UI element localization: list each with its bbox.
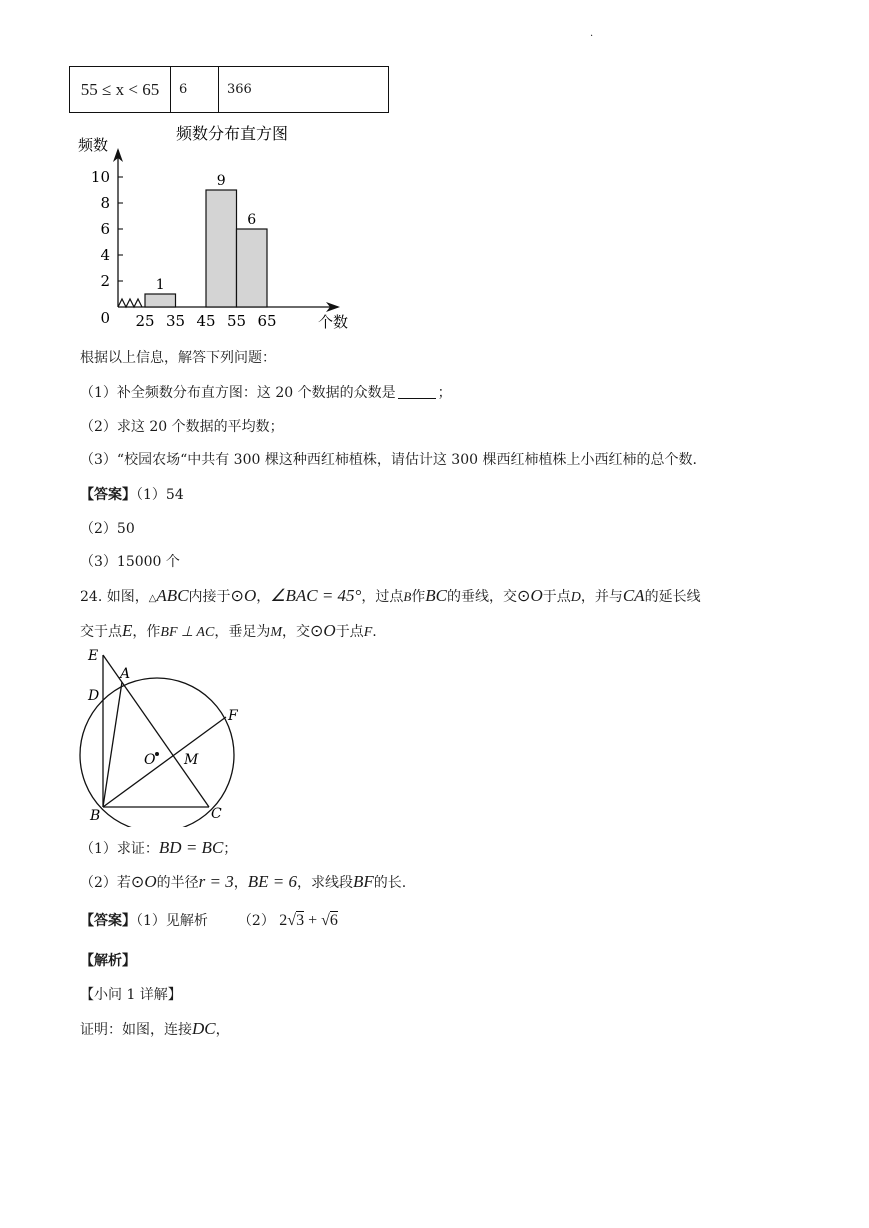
q24-answer1: （1）见解析	[136, 913, 208, 929]
q24-l2-t4: ，交	[282, 624, 310, 640]
bd-equals-bc: BD = BC	[158, 838, 224, 857]
segment-dc: DC	[192, 1019, 216, 1038]
q24-t1: 如图，	[106, 589, 149, 605]
y-tick-label: 10	[90, 168, 110, 186]
q24-sub2	[80, 873, 406, 892]
bar-value-label: 6	[247, 212, 257, 228]
frequency-histogram	[60, 118, 370, 338]
axis-break	[118, 299, 142, 307]
segment-bf: BF	[352, 872, 374, 891]
x-axis-label: 个数	[318, 313, 349, 331]
y-axis-label: 频数	[78, 136, 109, 154]
circle-geometry-figure	[76, 642, 256, 827]
q24-t9: 的延长线	[644, 589, 701, 605]
circle-symbol-4: ⊙	[130, 874, 145, 891]
answer2-expression	[279, 911, 338, 929]
x-tick-label: 25	[135, 312, 155, 330]
q24-t5: 作	[411, 589, 426, 605]
label-m: M	[184, 752, 199, 768]
bar-value-label: 1	[155, 277, 165, 293]
q24-sub2-mid1: 的半径	[156, 875, 199, 891]
perpendicular-expression: BF ⊥ AC	[160, 625, 215, 640]
q24-t6: 的垂线，交	[447, 589, 518, 605]
triangle-symbol: △	[148, 593, 157, 604]
segment-b-f	[103, 717, 226, 807]
circle-symbol-2: ⊙	[517, 588, 531, 605]
q23-intro: 根据以上信息，解答下列问题：	[80, 350, 276, 366]
range-cell: 55 ≤ x < 65	[70, 67, 171, 112]
histogram-bar	[237, 229, 268, 307]
y-tick-label: 2	[100, 272, 110, 290]
q24-t4: ，过点	[361, 589, 404, 605]
q23-answer-3: （3）15000 个	[80, 554, 180, 570]
label-f: F	[228, 708, 238, 724]
q23-part2: （2）求这 20 个数据的平均数；	[80, 419, 284, 435]
sqrt-sign-1: √	[287, 912, 297, 929]
q23-part1-end: ；	[437, 385, 452, 401]
sqrt-sign-2: √	[321, 912, 330, 929]
q24-sub2-pre: （2）若	[80, 875, 131, 891]
center-dot	[155, 752, 159, 756]
q24-line2	[80, 622, 377, 642]
q24-sub1	[80, 839, 237, 858]
y-tick-label: 4	[100, 246, 110, 264]
x-tick-label: 45	[196, 312, 216, 330]
segment-bc: BC	[425, 586, 448, 605]
q24-l2-t6: .	[372, 624, 377, 640]
q24-sub1-pre: （1）求证：	[80, 841, 159, 857]
analysis-tag-text: 【解析】	[80, 953, 136, 969]
q24-l2-t1: 交于点	[80, 624, 122, 640]
point-f: F	[363, 625, 373, 640]
radicand-6: 6	[329, 912, 338, 929]
chart-title: 频数分布直方图	[175, 124, 289, 143]
answer-tag: 【答案】	[80, 487, 136, 503]
answer-blank	[398, 384, 436, 399]
count-cell: 6	[171, 67, 219, 112]
circle-o-2: O	[530, 586, 543, 605]
histogram-bar	[145, 294, 176, 307]
q24-answer	[80, 912, 338, 930]
bar-value-label: 9	[216, 173, 226, 189]
radius-expr: r = 3	[198, 872, 234, 891]
coef-2: 2	[279, 912, 288, 929]
q24-sub2-mid2: ，求线段	[296, 875, 353, 891]
q23-part1	[80, 384, 452, 402]
y-tick-label: 8	[100, 194, 110, 212]
q24-line1	[80, 587, 701, 608]
q23-part3: （3）“校园农场“中共有 300 棵这种西红柿植株，请估计这 300 棵西红柿植株上小西红柿的总个数.	[80, 452, 697, 468]
point-b: B	[403, 589, 412, 604]
point-m: M	[270, 625, 282, 640]
plus-sign: +	[308, 912, 318, 929]
x-tick-label: 65	[257, 312, 277, 330]
header-dot: .	[590, 28, 594, 39]
q23-answer-1	[80, 486, 184, 504]
label-c: C	[211, 806, 222, 822]
value-cell: 366	[227, 82, 252, 97]
q24-t3: ，	[256, 589, 271, 605]
x-tick-label: 35	[165, 312, 186, 330]
angle-expression: ∠BAC = 45°	[270, 586, 362, 605]
q24-t2: 内接于	[188, 589, 231, 605]
q24-sub1-post: ；	[223, 841, 238, 857]
y-tick-label: 6	[100, 220, 110, 238]
be-expr: BE = 6	[247, 872, 297, 891]
q24-answer2-pre: （2）	[237, 913, 275, 929]
segment-ca: CA	[622, 586, 645, 605]
proof-line	[80, 1020, 230, 1039]
label-o: O	[144, 752, 156, 768]
label-a: A	[120, 666, 131, 682]
q23-answer-2: （2）50	[80, 521, 135, 537]
q24-l2-t2: ，作	[132, 624, 161, 640]
radicand-3: 3	[296, 912, 305, 929]
answer-1-text: （1）54	[136, 487, 184, 503]
histogram-bar	[206, 190, 237, 307]
point-d: D	[570, 590, 581, 605]
y-tick-label: 0	[100, 309, 110, 327]
point-e: E	[122, 621, 133, 640]
proof-post: ，	[215, 1022, 230, 1038]
q24-number: 24.	[80, 589, 103, 605]
answer-tag-2: 【答案】	[80, 913, 136, 929]
q24-sub2-sep: ，	[233, 875, 248, 891]
label-e: E	[88, 648, 99, 664]
circle-symbol: ⊙	[230, 588, 244, 605]
analysis-tag	[80, 952, 136, 970]
q24-l2-t5: 于点	[335, 624, 364, 640]
q24-l2-t3: ，垂足为	[214, 624, 271, 640]
frequency-table-row	[69, 66, 389, 113]
circle-symbol-3: ⊙	[310, 623, 324, 640]
circle-o: O	[243, 586, 257, 605]
circle-o-3: O	[323, 621, 336, 640]
segment-a-b	[103, 682, 122, 807]
q24-t8: ，并与	[580, 589, 623, 605]
detail-tag: 【小问 1 详解】	[80, 987, 182, 1003]
circle-o-4: O	[144, 872, 157, 891]
x-tick-label: 55	[226, 312, 247, 330]
label-b: B	[90, 808, 101, 824]
q24-sub2-post: 的长.	[373, 875, 407, 891]
proof-pre: 证明：如图，连接	[80, 1022, 192, 1038]
q23-part1-text: （1）补全频数分布直方图：这 20 个数据的众数是	[80, 385, 396, 401]
triangle-abc: ABC	[156, 586, 189, 605]
label-d: D	[88, 688, 100, 704]
q24-t7: 于点	[542, 589, 571, 605]
